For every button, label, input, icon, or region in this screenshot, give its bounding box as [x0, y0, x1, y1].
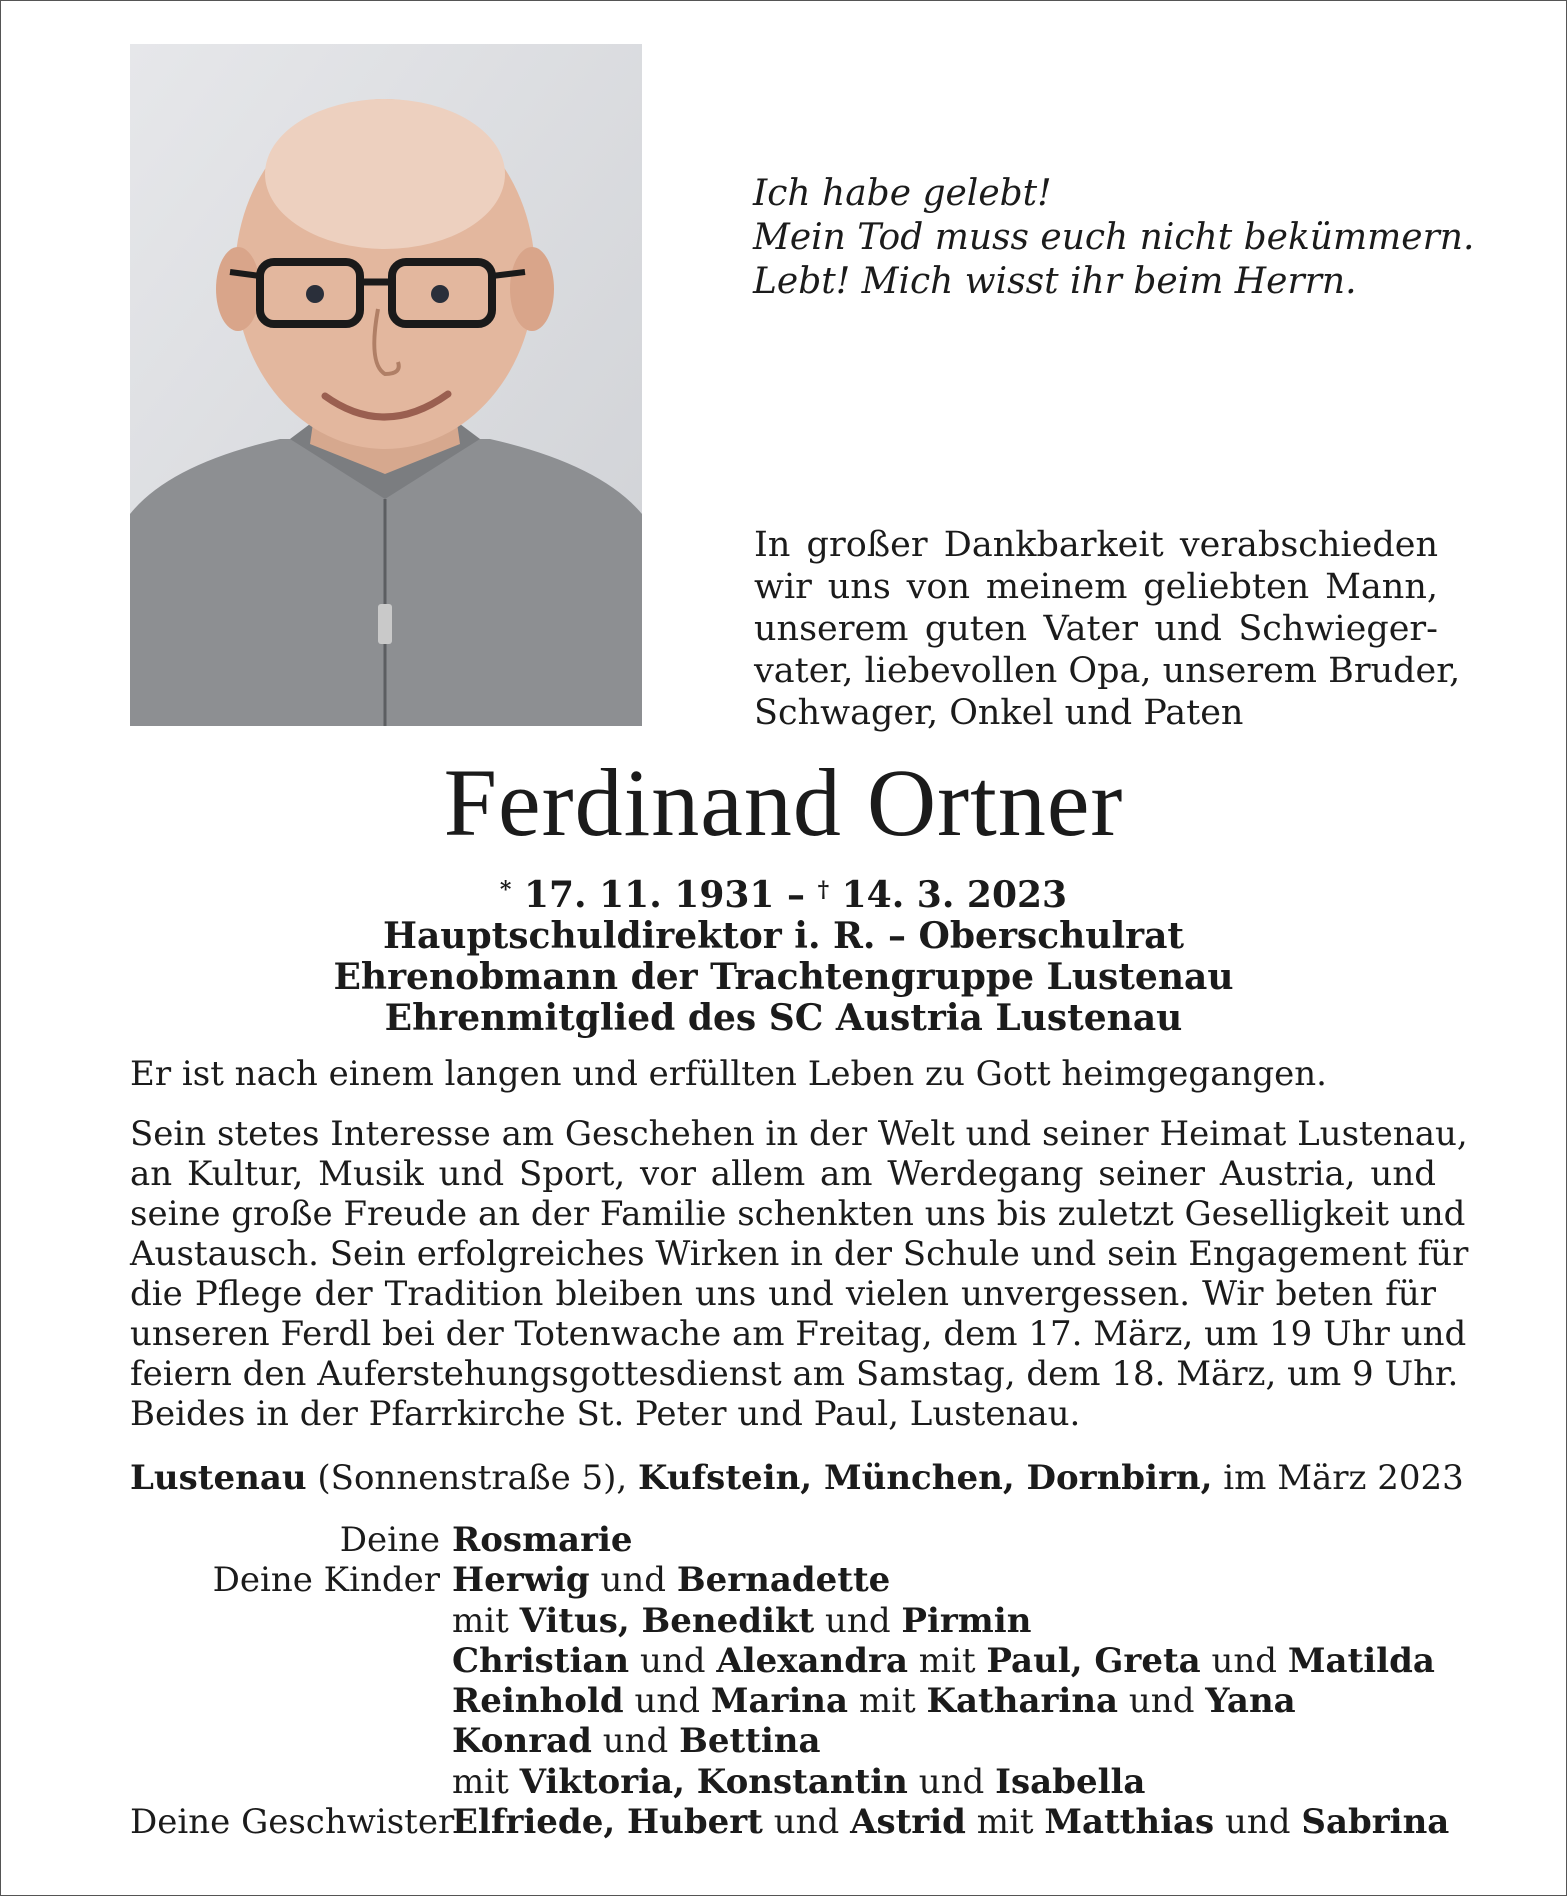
death-date: 14. 3. 2023 [841, 874, 1068, 916]
conjunction: und [600, 1560, 667, 1601]
mourner-name: Isabella [995, 1761, 1146, 1802]
deceased-name: Ferdinand Ortner [443, 749, 1124, 856]
conjunction: und [918, 1761, 985, 1802]
mourner-name: Konrad [452, 1721, 592, 1762]
conjunction: und [825, 1600, 891, 1641]
conjunction: und [1211, 1640, 1278, 1681]
mourner-row [130, 1802, 1449, 1842]
mourner-name: Marina [710, 1681, 849, 1722]
body-line: seine große Freude an der Familie schenkten uns bis zuletzt Geselligkeit und [130, 1194, 1466, 1234]
conjunction: mit [918, 1640, 976, 1681]
intro-paragraph [754, 524, 1461, 734]
place-date-line [130, 1458, 1464, 1498]
mourner-name: Matilda [1287, 1640, 1435, 1681]
birth-symbol: * [499, 877, 512, 903]
conjunction: mit [452, 1761, 509, 1802]
mourner-label: Deine Geschwister [130, 1802, 455, 1843]
intro-line: Schwager, Onkel und Paten [754, 693, 1244, 733]
lead-sentence: Er ist nach einem langen und erfüllten Leben zu Gott heimgegangen. [130, 1054, 1327, 1094]
mourner-label: Deine Kinder [212, 1560, 440, 1601]
mourners-list [130, 1520, 1449, 1842]
conjunction: mit [858, 1681, 916, 1722]
mourner-name: Yana [1205, 1681, 1296, 1722]
body-line: unseren Ferdl bei der Totenwache am Freitag, dem 17. März, um 19 Uhr und [130, 1314, 1467, 1354]
mourner-name: Paul, Greta [986, 1640, 1201, 1681]
intro-line: wir uns von meinem geliebten Mann, [754, 567, 1438, 607]
motto-line: Mein Tod muss euch nicht bekümmern. [753, 217, 1475, 258]
mourner-name: Astrid [850, 1802, 966, 1843]
body-line: Austausch. Sein erfolgreiches Wirken in der Schule und sein Engagement für [130, 1234, 1469, 1274]
mourner-row [130, 1721, 1449, 1761]
mourner-name: Pirmin [901, 1600, 1032, 1641]
body-line: die Pflege der Tradition bleiben uns und vielen unvergessen. Wir beten für [130, 1274, 1436, 1314]
place-address: (Sonnenstraße 5), [317, 1458, 628, 1498]
place-others: Kufstein, München, Dornbirn, [638, 1458, 1213, 1498]
mourner-name: Sabrina [1301, 1802, 1450, 1843]
mourner-row [130, 1681, 1449, 1721]
motto-line: Ich habe gelebt! [753, 173, 1052, 214]
date-dash: – [787, 874, 806, 916]
portrait-photo [130, 44, 642, 726]
motto-line: Lebt! Mich wisst ihr beim Herrn. [753, 261, 1357, 302]
life-dates [0, 870, 1567, 916]
mourner-name: Bettina [679, 1721, 821, 1762]
mourner-label: Deine [339, 1520, 440, 1560]
titles-block [0, 870, 1567, 1039]
conjunction: und [1128, 1681, 1195, 1722]
mourner-row [130, 1560, 1449, 1600]
conjunction: und [634, 1681, 700, 1722]
body-line: Sein stetes Interesse am Geschehen in der Welt und seiner Heimat Lustenau, [130, 1114, 1468, 1154]
mourner-name: Reinhold [452, 1681, 624, 1722]
conjunction: und [602, 1721, 669, 1762]
conjunction: und [773, 1802, 840, 1843]
intro-line: In großer Dankbarkeit verabschieden [754, 525, 1438, 565]
mourner-name: Rosmarie [452, 1520, 633, 1560]
mourner-name: Vitus, Benedikt [519, 1600, 815, 1641]
mourner-row [130, 1641, 1449, 1681]
place-town: Lustenau [130, 1458, 307, 1498]
mourner-name: Katharina [926, 1681, 1119, 1722]
body-line: Beides in der Pfarrkirche St. Peter und Paul, Lustenau. [130, 1394, 1081, 1434]
title-line: Hauptschuldirektor i. R. – Oberschulrat [382, 915, 1185, 957]
death-symbol: † [817, 877, 830, 903]
mourner-name: Matthias [1044, 1802, 1215, 1843]
body-paragraph [130, 1114, 1469, 1434]
conjunction: und [1225, 1802, 1291, 1843]
mourner-row [130, 1762, 1449, 1802]
mourner-row [130, 1520, 1449, 1560]
mourner-row [130, 1601, 1449, 1641]
mourner-name: Elfriede, Hubert [452, 1802, 763, 1843]
birth-date: 17. 11. 1931 [523, 874, 775, 916]
conjunction: und [639, 1640, 706, 1681]
body-line: feiern den Auferstehungsgottesdienst am Samstag, dem 18. März, um 9 Uhr. [130, 1354, 1459, 1394]
mourner-name: Christian [452, 1640, 630, 1681]
mourner-name: Herwig [452, 1560, 590, 1601]
conjunction: mit [976, 1802, 1034, 1843]
conjunction: mit [452, 1600, 509, 1641]
place-date: im März 2023 [1223, 1458, 1464, 1498]
motto-verse [753, 172, 1473, 304]
intro-line: unserem guten Vater und Schwieger- [754, 609, 1438, 649]
intro-line: vater, liebevollen Opa, unserem Bruder, [754, 651, 1461, 691]
title-line: Ehrenmitglied des SC Austria Lustenau [384, 997, 1183, 1039]
mourner-name: Alexandra [716, 1640, 908, 1681]
body-line: an Kultur, Musik und Sport, vor allem am Werdegang seiner Austria, und [130, 1154, 1436, 1194]
mourner-name: Bernadette [676, 1560, 891, 1601]
title-line: Ehrenobmann der Trachtengruppe Lustenau [333, 956, 1234, 998]
mourner-name: Viktoria, Konstantin [519, 1761, 908, 1802]
